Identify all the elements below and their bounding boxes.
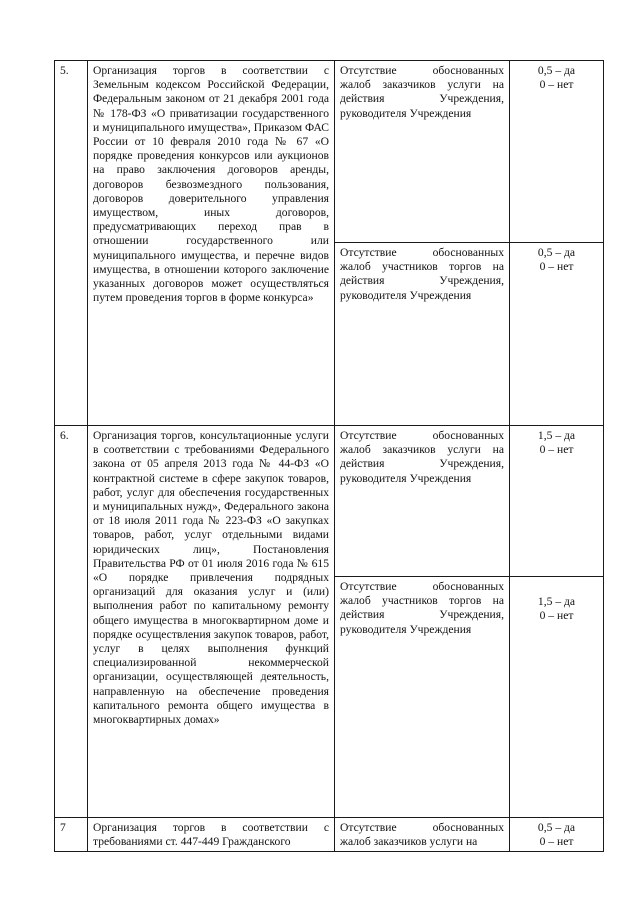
table-row: [55, 61, 604, 243]
score-no: 0 – нет: [539, 835, 574, 849]
score-yes: 1,5 – да: [537, 429, 576, 442]
service-description: Организация торгов, консультационные услуги в соответствии с требованиями Федерального закона от 05 апреля 2013 года № 44-ФЗ «О контрактной системе в сфере закупок товаров, работ, услуг для обеспечения государственных и муниципальных нужд», Федерального закона от 18 июля 2011 года № 223-ФЗ «О закупках товаров, работ, услуг отдельными видами юридических лиц», Постановления Правительства РФ от 01 июля 2016 года № 615 «О порядке привлечения подрядных организаций для оказания услуг и (или) выполнения работ по капитальному ремонту общего имущества в многоквартирном доме и порядке осуществления закупок товаров, работ, услуг в целях выполнения функций специализированной некоммерческой организации, осуществляющей деятельность, направленную на обеспечение проведения капитального ремонта общего имущества в многоквартирных домах»: [88, 426, 335, 818]
score-cell: [510, 577, 604, 818]
criterion-text: Отсутствие обоснованных жалоб заказчиков услуги на действия Учреждения, руководителя Учреждения: [335, 426, 510, 577]
table-row: [55, 426, 604, 577]
score-cell: [510, 243, 604, 426]
row-number: 7: [55, 818, 88, 852]
table-row: [55, 818, 604, 852]
row-number: 5.: [55, 61, 88, 426]
service-description: Организация торгов в соответствии с требованиями ст. 447-449 Гражданского: [88, 818, 335, 852]
score-cell: [510, 426, 604, 577]
row-number: 6.: [55, 426, 88, 818]
criterion-text: Отсутствие обоснованных жалоб заказчиков услуги на действия Учреждения, руководителя Учреждения: [335, 61, 510, 243]
score-no: 0 – нет: [539, 609, 574, 623]
score-cell: [510, 818, 604, 852]
score-yes: 1,5 – да: [537, 595, 576, 608]
score-no: 0 – нет: [539, 78, 574, 92]
criteria-table: [54, 60, 604, 852]
service-description: Организация торгов в соответствии с Земельным кодексом Российской Федерации, Федеральным законом от 21 декабря 2001 года № 178-ФЗ «О приватизации государственного и муниципального имущества», Приказом ФАС России от 10 февраля 2010 года № 67 «О порядке проведения конкурсов или аукционов на право заключения договоров аренды, договоров безвозмездного пользования, договоров доверительного управления имуществом, иных договоров, предусматривающих переход прав в отношении государственного или муниципального имущества, и перечне видов имущества, в отношении которого заключение указанных договоров может осуществляться путем проведения торгов в форме конкурса»: [88, 61, 335, 426]
score-no: 0 – нет: [539, 443, 574, 457]
score-cell: [510, 61, 604, 243]
score-yes: 0,5 – да: [537, 64, 576, 77]
score-yes: 0,5 – да: [537, 821, 576, 834]
criterion-text: Отсутствие обоснованных жалоб участников торгов на действия Учреждения, руководителя Учреждения: [335, 577, 510, 818]
criterion-text: Отсутствие обоснованных жалоб участников торгов на действия Учреждения, руководителя Учреждения: [335, 243, 510, 426]
criterion-text: Отсутствие обоснованных жалоб заказчиков услуги на: [335, 818, 510, 852]
score-no: 0 – нет: [539, 260, 574, 274]
score-yes: 0,5 – да: [537, 246, 576, 259]
